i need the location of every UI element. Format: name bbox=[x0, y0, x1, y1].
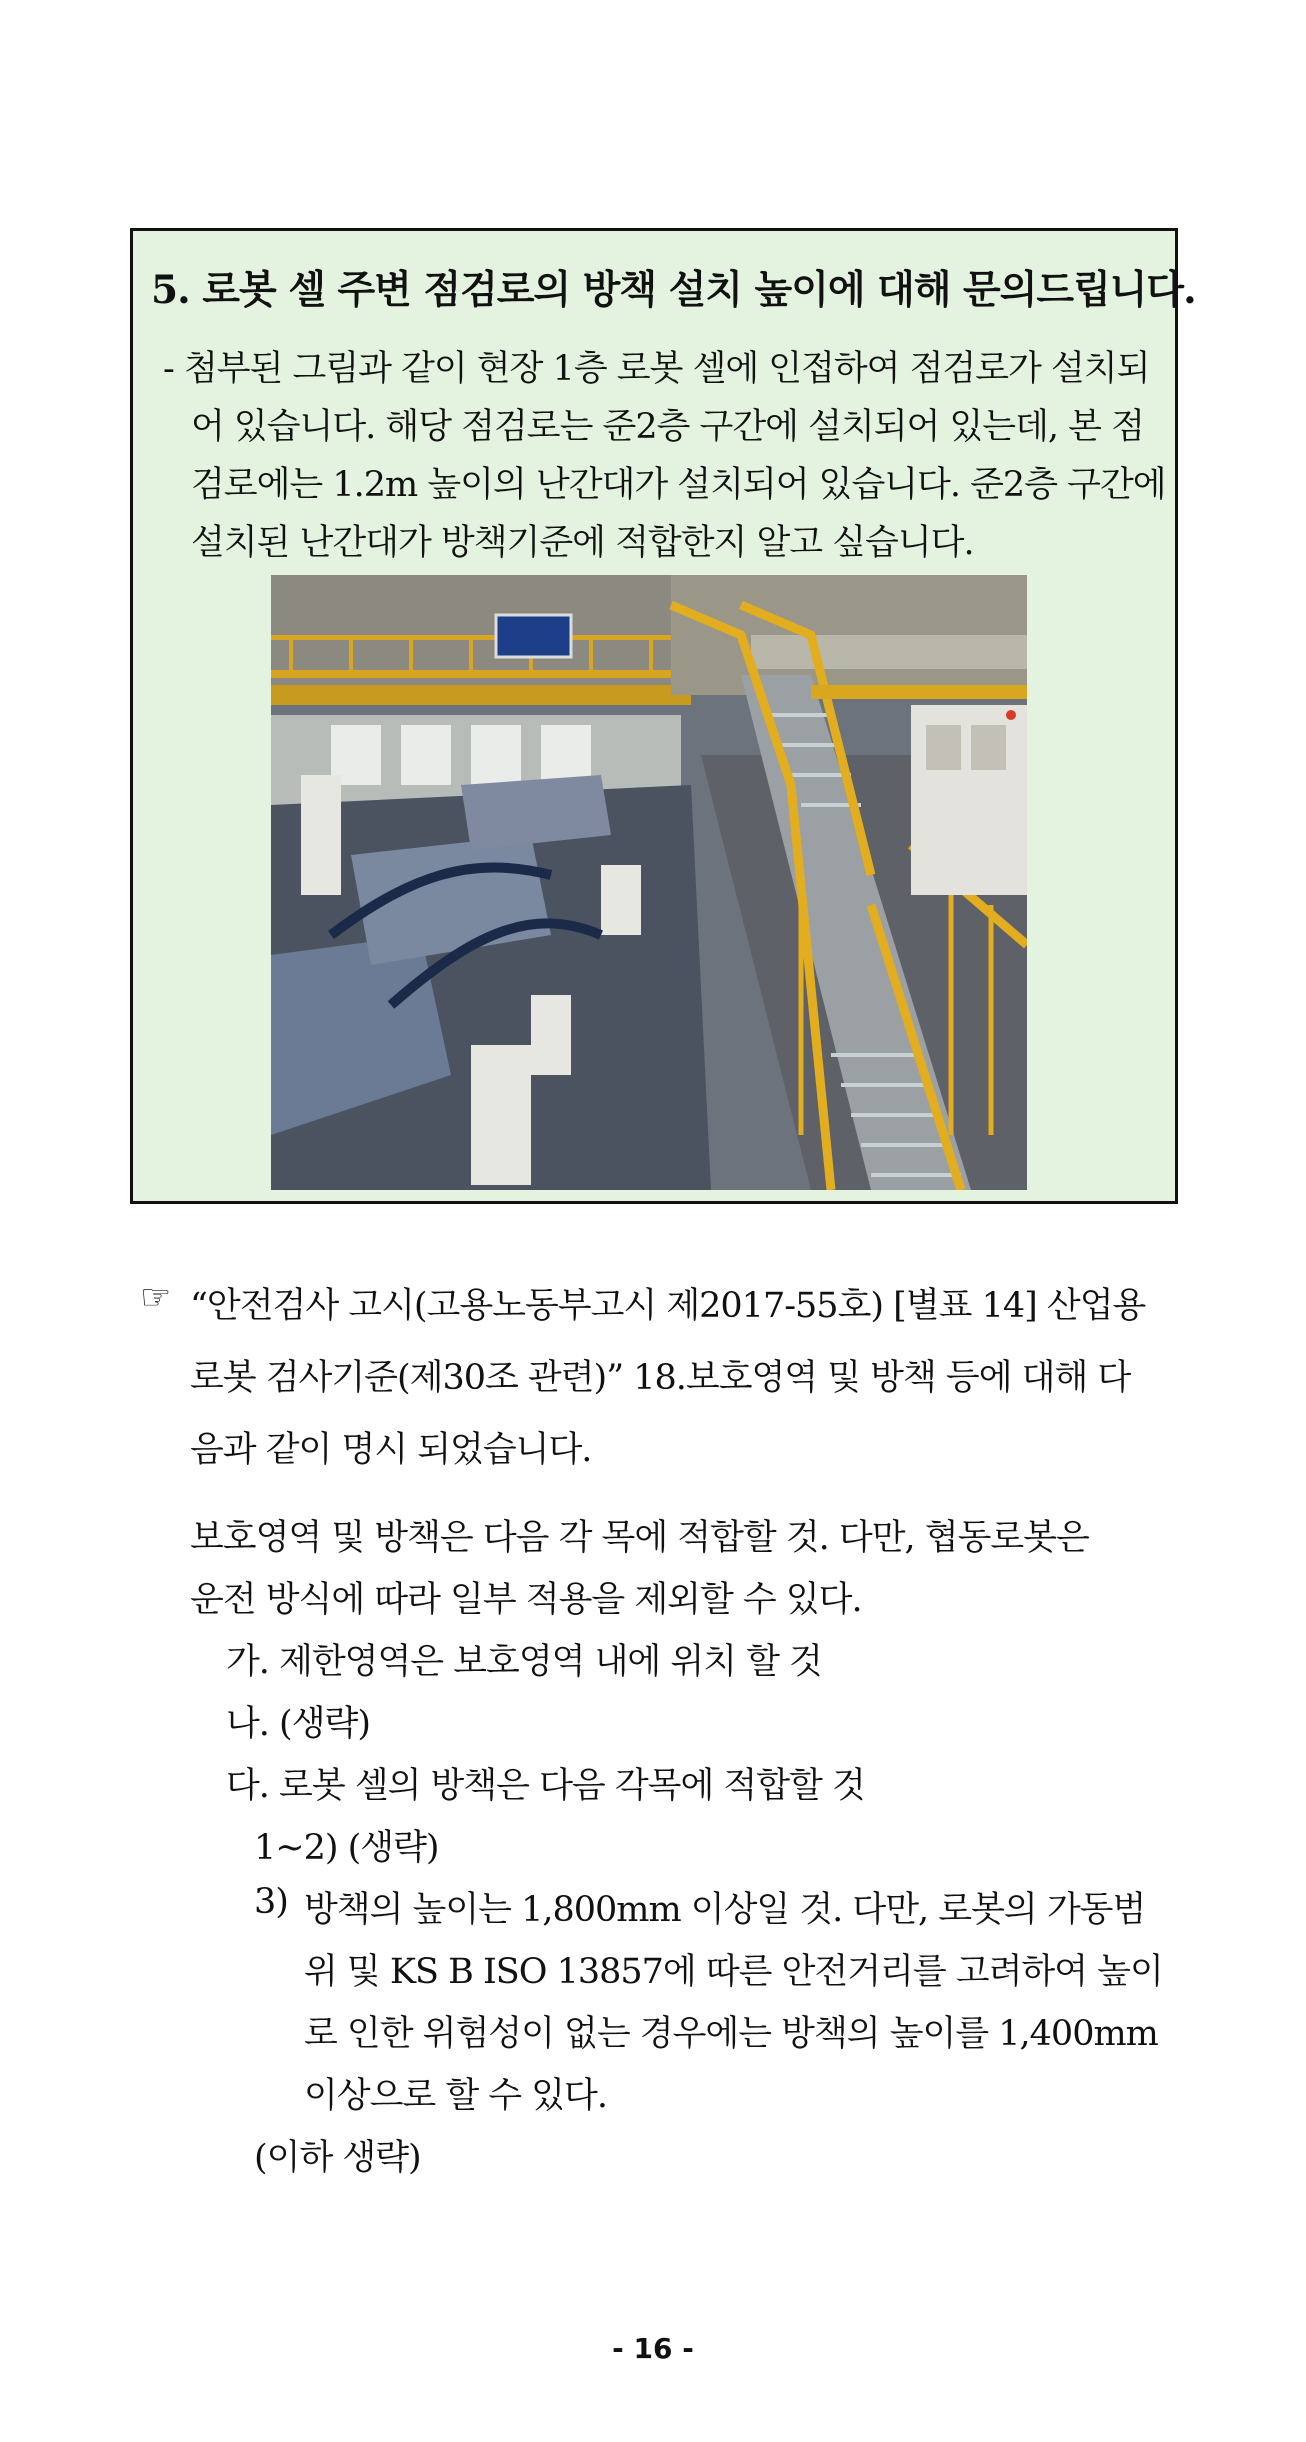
item-da: 다. 로봇 셀의 방책은 다음 각목에 적합할 것 bbox=[226, 1766, 865, 1806]
pointer-icon: ☞ bbox=[140, 1278, 171, 1318]
sub-item-3-number: 3) bbox=[254, 1882, 288, 1922]
question-line-3: 검로에는 1.2m 높이의 난간대가 설치되어 있습니다. 준2층 구간에 bbox=[191, 465, 1166, 505]
item-na: 나. (생략) bbox=[226, 1704, 370, 1744]
question-line-1: - 첨부된 그림과 같이 현장 1층 로봇 셀에 인접하여 점검로가 설치되 bbox=[163, 349, 1150, 389]
question-box bbox=[130, 228, 1196, 1204]
sub-item-3-line-1: 방책의 높이는 1,800mm 이상일 것. 다만, 로봇의 가동범 bbox=[304, 1890, 1146, 1930]
sub-item-3-line-4: 이상으로 할 수 있다. bbox=[304, 2076, 607, 2116]
answer-body-line-2: 운전 방식에 따라 일부 적용을 제외할 수 있다. bbox=[190, 1580, 862, 1620]
omitted-note: (이하 생략) bbox=[254, 2138, 421, 2178]
item-ga: 가. 제한영역은 보호영역 내에 위치 할 것 bbox=[226, 1642, 822, 1682]
sub-item-3-line-2: 위 및 KS B ISO 13857에 따른 안전거리를 고려하여 높이 bbox=[304, 1952, 1163, 1992]
answer-intro-line-1: “안전검사 고시(고용노동부고시 제2017-55호) [별표 14] 산업용 bbox=[190, 1286, 1146, 1326]
sub-item-1-2: 1~2) (생략) bbox=[254, 1828, 439, 1868]
answer-intro-line-2: 로봇 검사기준(제30조 관련)” 18.보호영역 및 방책 등에 대해 다 bbox=[190, 1358, 1131, 1398]
question-line-2: 어 있습니다. 해당 점검로는 준2층 구간에 설치되어 있는데, 본 점 bbox=[191, 407, 1144, 447]
sub-item-3-line-3: 로 인한 위험성이 없는 경우에는 방책의 높이를 1,400mm bbox=[304, 2014, 1158, 2054]
question-title: 5. 로봇 셀 주변 점검로의 방책 설치 높이에 대해 문의드립니다. bbox=[151, 267, 1196, 313]
factory-photo bbox=[271, 575, 1027, 1190]
factory-photo-illustration bbox=[271, 575, 1027, 1190]
question-line-4: 설치된 난간대가 방책기준에 적합한지 알고 싶습니다. bbox=[191, 523, 974, 563]
page-number: - 16 - bbox=[612, 2332, 694, 2365]
answer-body-line-1: 보호영역 및 방책은 다음 각 목에 적합할 것. 다만, 협동로봇은 bbox=[190, 1518, 1089, 1558]
answer-intro-line-3: 음과 같이 명시 되었습니다. bbox=[190, 1430, 592, 1470]
